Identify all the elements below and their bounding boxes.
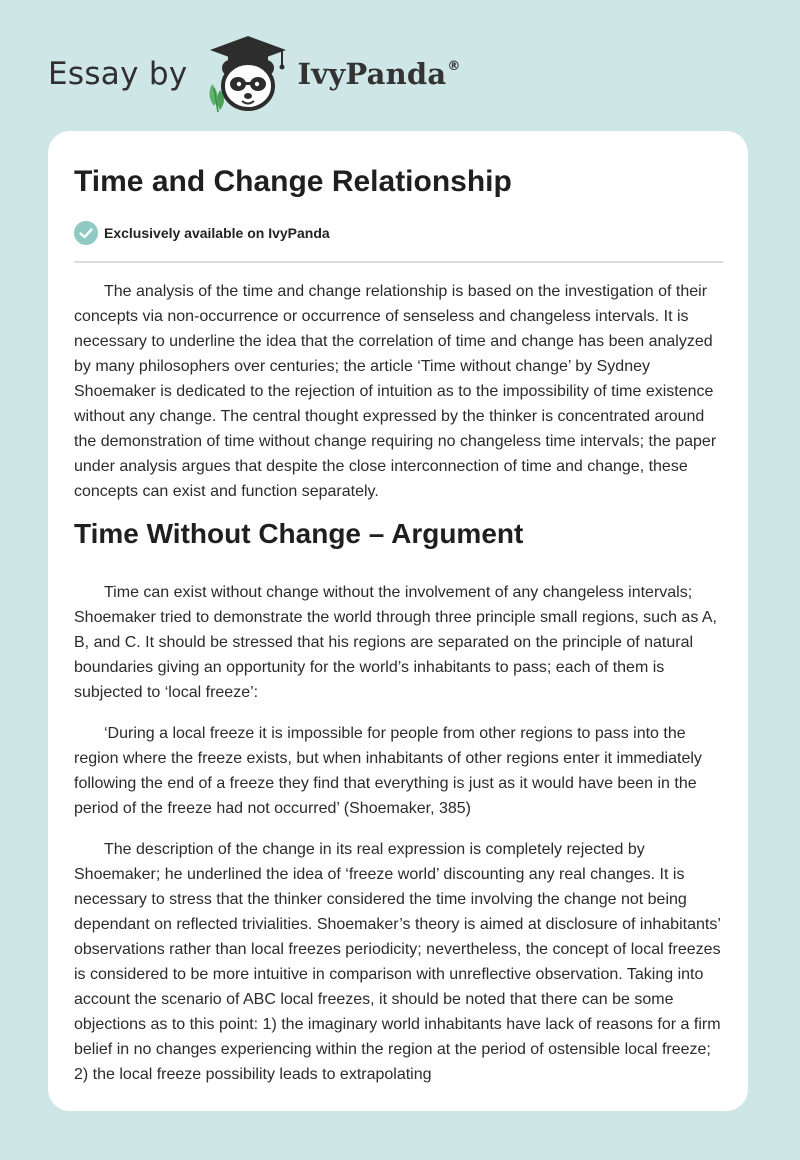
section-heading: Time Without Change – Argument	[74, 518, 524, 549]
exclusive-badge	[74, 221, 330, 245]
check-circle-icon	[74, 221, 98, 245]
intro-paragraph: The analysis of the time and change relationship is based on the investigation of their concepts via non-occurrence or occurrence of senseless and changeless intervals. It is necessary to underline the idea that the correlation of time and change has been analyzed by many philosophers over centuries; the article ‘Time without change’ by Sydney Shoemaker is dedicated to the rejection of intuition as to the impossibility of time existence without any change. The central thought expressed by the thinker is concentrated around the demonstration of time without change requiring no changeless time intervals; the paper under analysis argues that despite the close interconnection of time and change, these concepts can exist and function separately.	[74, 283, 717, 500]
block-quote: ‘During a local freeze it is impossible for people from other regions to pass into the region where the freeze exists, but when inhabitants of other regions enter it immediately following the end of a freeze they find that everything is just as it would have been in the period of the freeze had not occurred’ (Shoemaker, 385)	[74, 725, 702, 817]
essay-by-label: Essay by	[48, 56, 188, 92]
ivypanda-logo[interactable]	[202, 34, 294, 114]
divider	[74, 261, 723, 263]
essay-card	[48, 131, 748, 1111]
brand-name[interactable]: IvyPanda®	[297, 57, 461, 91]
exclusive-badge-label: Exclusively available on IvyPanda	[104, 225, 330, 241]
page-title: Time and Change Relationship	[74, 165, 512, 198]
body-paragraph-1: Time can exist without change without the involvement of any changeless intervals; Shoemaker tried to demonstrate the world through three principle small regions, such as A, B, and C. It should be stressed that his regions are separated on the principle of natural boundaries giving an opportunity for the world’s inhabitants to pass; each of them is subjected to ‘local freeze’:	[74, 584, 717, 701]
panda-mascot-icon	[202, 34, 294, 114]
registered-mark: ®	[447, 59, 461, 74]
site-header	[48, 34, 461, 114]
body-paragraph-2: The description of the change in its real expression is completely rejected by Shoemaker; he underlined the idea of ‘freeze world’ discounting any real changes. It is necessary to stress that the thinker considered the time involving the change not being dependant on reflected trivialities. Shoemaker’s theory is aimed at disclosure of inhabitants’ observations rather than local freezes periodicity; nevertheless, the concept of local freezes is considered to be more intuitive in comparison with unreflective observation. Taking into account the scenario of ABC local freezes, it should be noted that there can be some objections as to this point: 1) the imaginary world inhabitants have lack of reasons for a firm belief in no changes experiencing within the region at the period of ostensible local freeze; 2) the local freeze possibility leads to extrapolating	[74, 841, 721, 1083]
